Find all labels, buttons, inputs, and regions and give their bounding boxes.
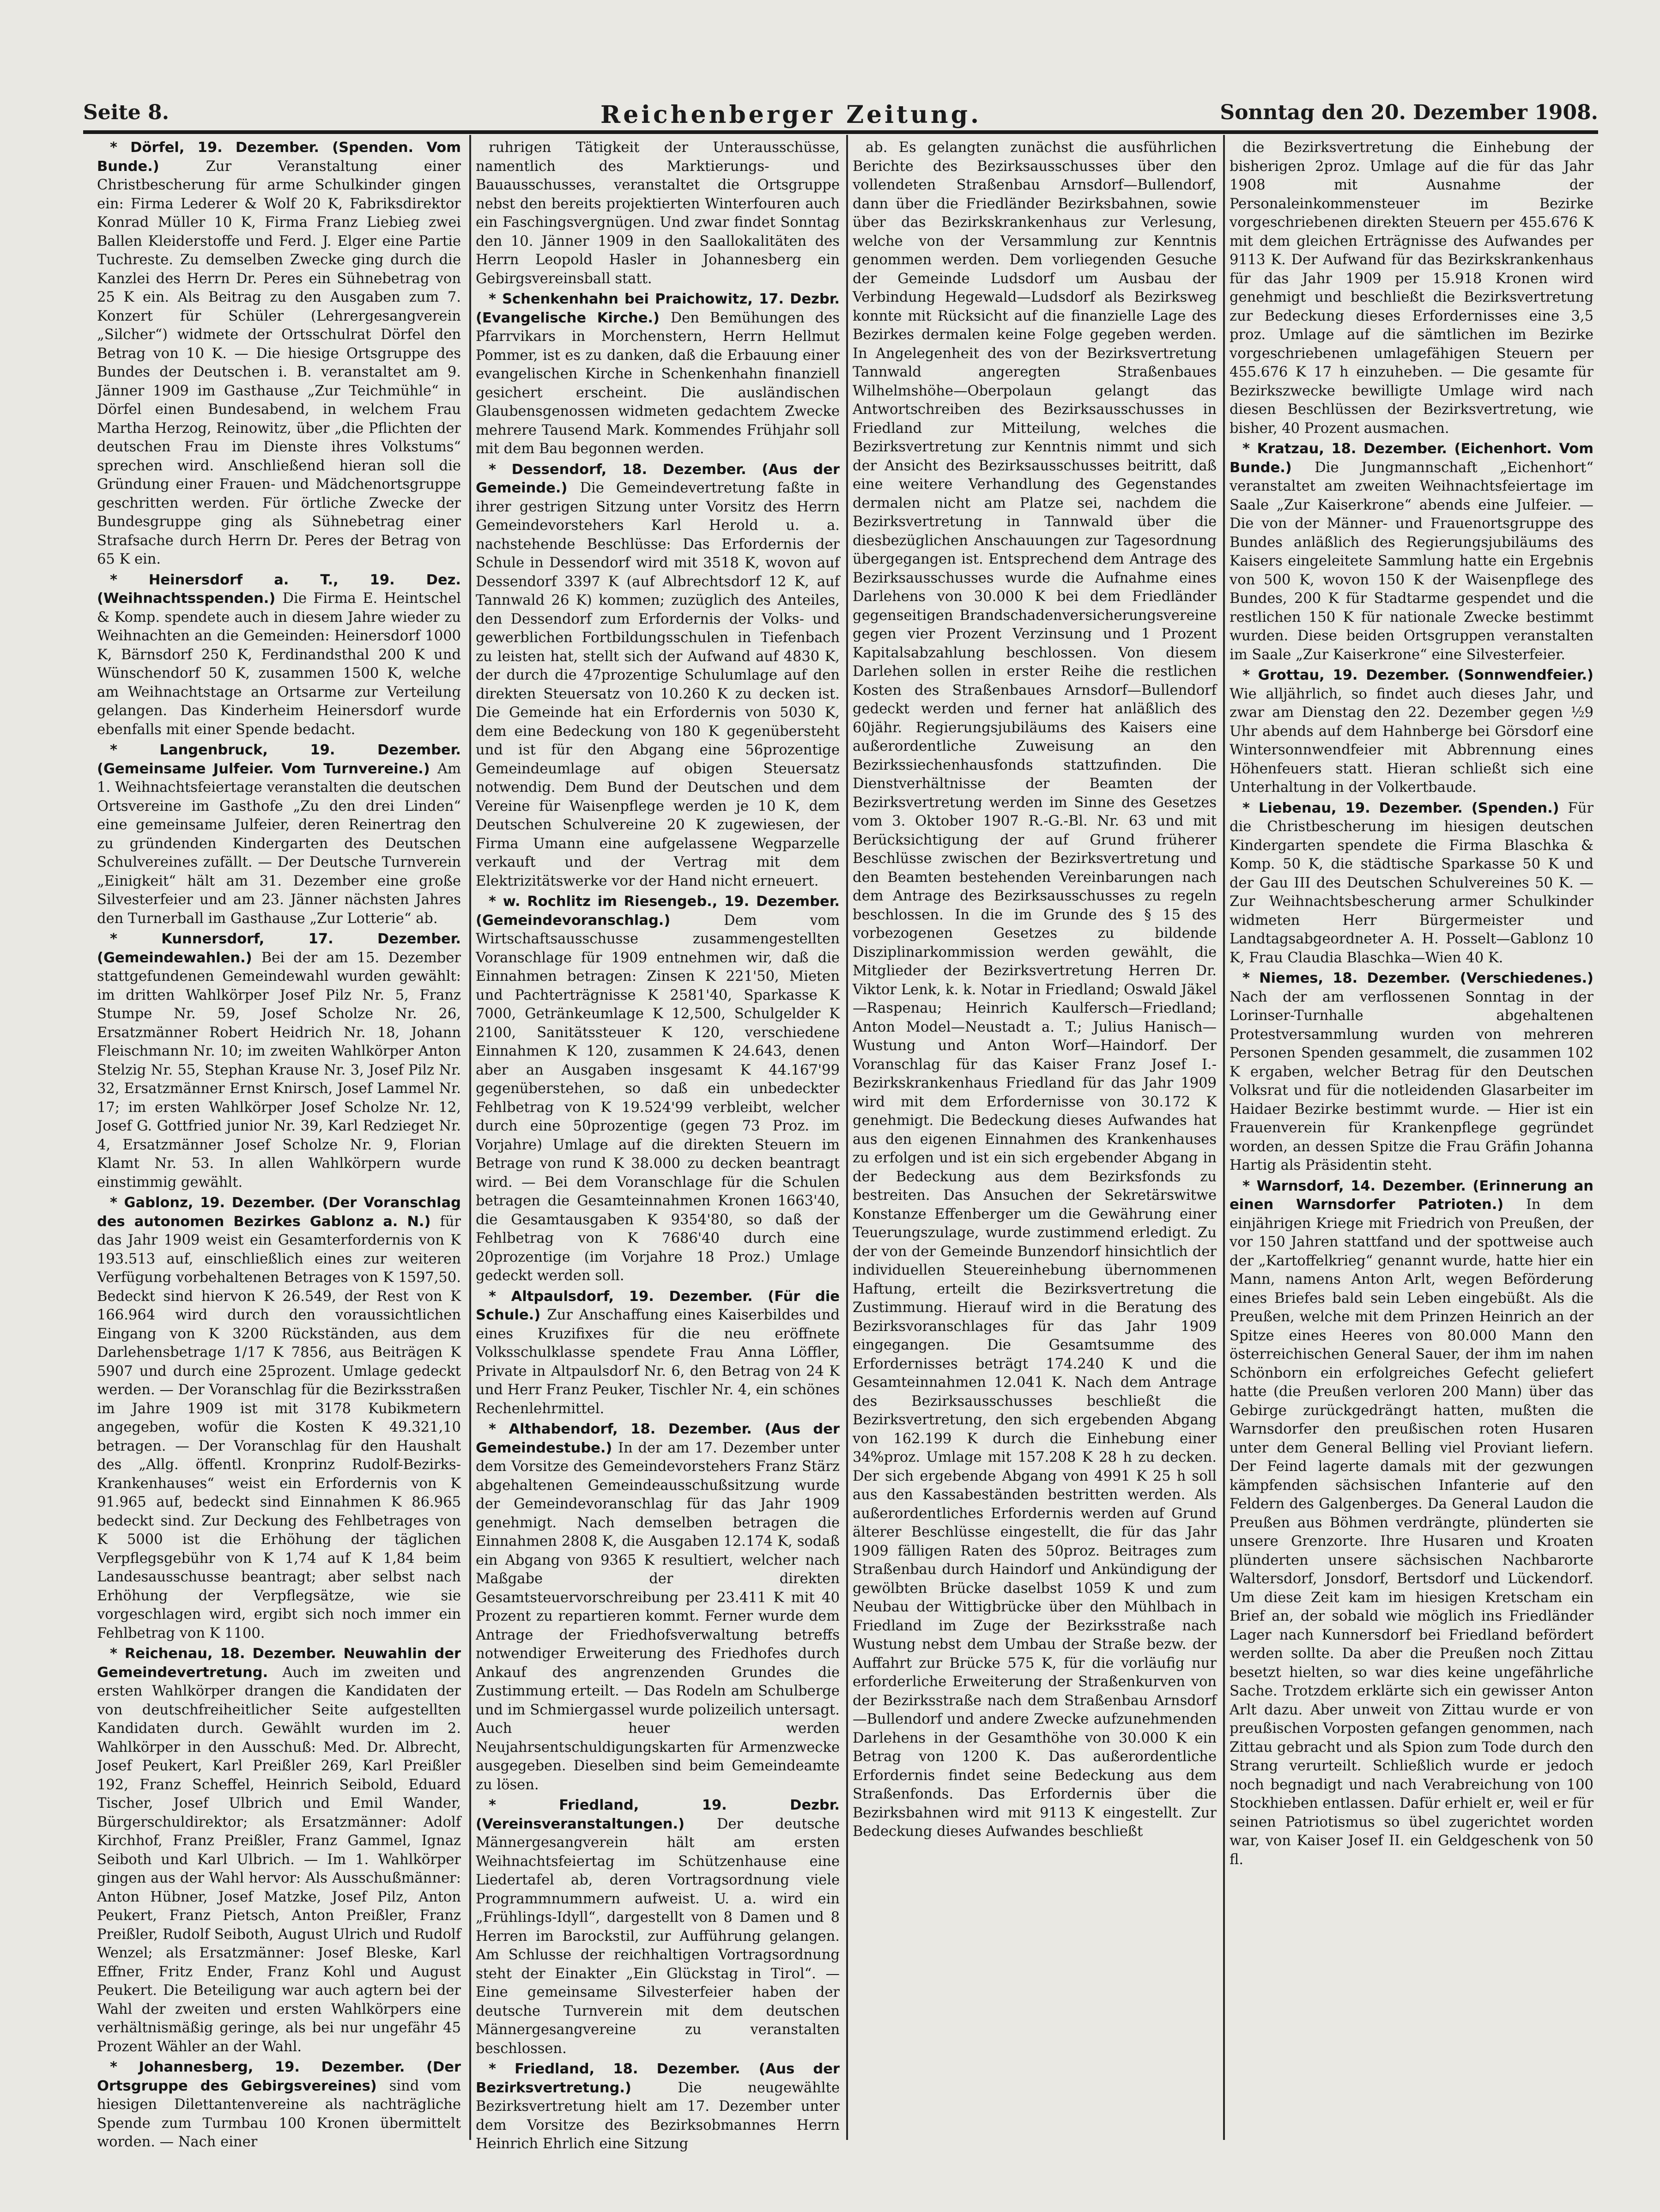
article-paragraph	[1230, 666, 1593, 797]
article-text: für das Jahr 1909 weist ein Gesamterfordernis von K 193.513 auf, einschließlich eines zur weiteren Verfügung vorbehaltenen Betrages von K 1597,50. Bedeckt sind hiervon K 26.549, der Rest von K 166.964 wird durch den voraussichtlichen Eingang von K 3200 Rückständen, aus dem Darlehensbetrage 1/17 K 7856, aus Beiträgen K 5907 und durch eine 25prozent. Umlage gedeckt werden. — Der Voranschlag für die Bezirksstraßen im Jahre 1909 ist mit 3178 Kubikmetern angegeben, wofür die Kosten K 49.321,10 betragen. — Der Voranschlag für den Haushalt des „Allg. öffentl. Kronprinz Rudolf-Bezirks-Krankenhauses“ weist ein Erfordernis von K 91.965 auf, bedeckt sind Einnahmen K 86.965 bedeckt sind. Zur Deckung des Fehlbetrages von K 5000 ist die Erhöhung der täglichen Verpflegsgebühr von K 1,74 auf K 1,84 beim Landesausschusse beantragt; aber selbst nach Erhöhung der Verpflegsätze, wie sie vorgeschlagen wird, ergibt sich noch immer ein Fehlbetrag von K 1100.	[97, 1213, 461, 1641]
article-text: Auch im zweiten und ersten Wahlkörper drangen die Kandidaten der von deutschfreiheitlicher Seite aufgestellten Kandidaten durch. Gewählt wurden im 2. Wahlkörper in den Ausschuß: Med. Dr. Albrecht, Josef Peukert, Karl Preißler 269, Karl Preißler 192, Franz Scheffel, Heinrich Seibold, Eduard Tischer, Josef Ulbrich und Emil Wander, Bürgerschuldirektor; als Ersatzmänner: Adolf Kirchhof, Franz Preißler, Franz Gammel, Ignaz Seiboth und Karl Ulbrich. — Im 1. Wahlkörper gingen aus der Wahl hervor: Als Ausschußmänner: Anton Hübner, Josef Matzke, Josef Pilz, Anton Peukert, Franz Pietsch, Anton Preißler, Franz Preißler, Rudolf Seiboth, August Ulrich und Rudolf Wenzel; als Ersatzmänner: Josef Bleske, Karl Effner, Fritz Ender, Franz Kohl und August Peukert. Die Beteiligung war auch agtern bei der Wahl der zweiten und ersten Wahlkörpers eine verhältnismäßig geringe, als bei nur ungefähr 45 Prozent Wähler an der Wahl.	[97, 1664, 461, 2055]
text-column-1	[97, 139, 461, 2150]
article-text: Am 1. Weihnachtsfeiertage veranstalten die deutschen Ortsvereine im Gasthofe „Zu den drei Linden“ eine gemeinsame Julfeier, deren Reinertrag den zu gründenden Kindergarten des Deutschen Schulvereines zufällt. — Der Deutsche Turnverein „Einigkeit“ hält am 31. Dezember eine große Silvesterfeier und am 23. Jänner nächsten Jahres den Turnerball im Gasthause „Zur Lotterie“ ab.	[97, 760, 461, 927]
article-text: Die neugewählte Bezirksvertretung hielt am 17. Dezember unter dem Vorsitze des Bezirksobmannes Herrn Heinrich Ehrlich eine Sitzung	[476, 2079, 840, 2152]
article-dateline: * Grottau, 19. Dezember. (Sonnwendfeier.)	[1242, 667, 1593, 683]
column-divider	[846, 135, 848, 2140]
page-header	[83, 101, 1598, 140]
article-dateline: * Kunnersdorf, 17. Dezember. (Gemeindewahlen.)	[97, 931, 461, 966]
article-dateline: * Johannesberg, 19. Dezember. (Der Ortsgruppe des Gebirgsvereines)	[97, 2059, 461, 2094]
article-paragraph	[97, 1645, 461, 2056]
text-column-2	[476, 139, 840, 2152]
text-column-4	[1230, 139, 1593, 2134]
article-text: Dem vom Wirtschaftsausschusse zusammengestellten Voranschlage für 1909 entnehmen wir, daß die Einnahmen betragen: Zinsen K 221'50, Mieten und Pachterträgnisse K 2581'40, Sparkasse K 7000, Getränkeumlage K 12,500, Schulgelder K 2100, Sanitätssteuer K 120, verschiedene Einnahmen K 120, zusammen K 24.643, denen aber an Ausgaben insgesamt K 44.167'99 gegenüberstehen, so daß ein unbedeckter Fehlbetrag von K 19.524'99 verbleibt, welcher durch eine 50prozentige (gegen 73 Proz. im Vorjahre) Umlage auf die direkten Steuern im Betrage von rund K 38.000 zu decken beantragt wird. — Bei dem Voranschlage für die Schulen betragen die Gesamteinnahmen Kronen 1663'40, die Gesamtausgaben K 9354'80, so daß der Fehlbetrag von K 7686'40 durch eine 20prozentige (im Vorjahre 18 Proz.) Umlage gedeckt werden soll.	[476, 912, 840, 1284]
article-paragraph	[97, 930, 461, 1192]
article-text: Die Firma E. Heintschel & Komp. spendete auch in diesem Jahre wieder zu Weihnachten an die Gemeinden: Heinersdorf 1000 K, Bärnsdorf 250 K, Ferdinandsthal 200 K und Wünschendorf 50 K, zusammen 1500 K, welche am Weihnachtstage an Ortsarme zur Verteilung gelangen. Das Kinderheim Heinersdorf wurde ebenfalls mit einer Spende bedacht.	[97, 590, 461, 738]
article-paragraph	[97, 2058, 461, 2152]
article-text: In der am 17. Dezember unter dem Vorsitze des Gemeindevorstehers Franz Stärz abgehaltenen Gemeindeausschußsitzung wurde der Gemeindevoranschlag für das Jahr 1909 genehmigt. Nach demselben betragen die Einnahmen 2808 K, die Ausgaben 12.174 K, sodaß ein Abgang von 9365 K resultiert, welcher nach Maßgabe der direkten Gesamtsteuervorschreibung per 23.411 K mit 40 Prozent zu repartieren kommt. Ferner wurde dem Antrage der Friedhofsverwaltung betreffs notwendiger Erweiterung des Friedhofes durch Ankauf des angrenzenden Grundes die Zustimmung erteilt. — Das Rodeln am Schulberge und im Schmiergassel wurde polizeilich untersagt. Auch heuer werden Neujahrsentschuldigungskarten für Armenzwecke ausgegeben. Dieselben sind beim Gemeindeamte zu lösen.	[476, 1440, 840, 1793]
article-dateline: * Warnsdorf, 14. Dezember. (Erinnerung an einen Warnsdorfer Patrioten.)	[1230, 1178, 1593, 1213]
article-text: Für die Christbescherung im hiesigen deutschen Kindergarten spendete die Firma Blaschka & Komp. 50 K, die städtische Sparkasse 50 K und der Gau III des Deutschen Schulvereines 50 K. — Zur Weihnachtsbescherung armer Schulkinder widmeten Herr Bürgermeister und Landtagsabgeordneter A. H. Posselt—Gablonz 10 K, Frau Claudia Blaschka—Wien 40 K.	[1230, 800, 1593, 966]
column-divider	[469, 135, 471, 2140]
article-dateline: * Heinersdorf a. T., 19. Dez. (Weihnachtsspenden.)	[97, 571, 461, 607]
article-paragraph	[476, 139, 840, 288]
text-column-3	[853, 139, 1217, 2134]
article-paragraph	[97, 139, 461, 569]
article-paragraph	[476, 893, 840, 1286]
article-dateline: * Dörfel, 19. Dezember. (Spenden. Vom Bunde.)	[97, 140, 461, 175]
article-dateline: * Niemes, 18. Dezember. (Verschiedenes.)	[1242, 970, 1593, 986]
article-text: ab. Es gelangten zunächst die ausführlichen Berichte des Bezirksausschusses über den vollendeten Straßenbau Arnsdorf—Bullendorf, dann über die Friedländer Bezirksbahnen, sowie über das Bezirkskrankenhaus zur Verlesung, welche von der Versammlung zur Kenntnis genommen werden. Dem vorliegenden Gesuche der Gemeinde Ludsdorf um Ausbau der Verbindung Hegewald—Ludsdorf als Bezirksweg konnte mit Rücksicht auf die finanzielle Lage des Bezirkes dermalen keine Folge gegeben werden. In Angelegenheit des von der Bezirksvertretung Tannwald angeregten Straßenbaues Wilhelmshöhe—Oberpolaun gelangt das Antwortschreiben des Bezirksausschusses in Friedland zur Mitteilung, welches die Bezirksvertretung zur Kenntnis nimmt und sich der Ansicht des Bezirksausschusses beitritt, daß eine weitere Verhandlung des Gegenstandes dermalen nicht am Platze sei, nachdem die Bezirksvertretung in Tannwald über die diesbezüglichen Anschauungen zur Tagesordnung übergegangen ist. Entsprechend dem Antrage des Bezirksausschusses wurde die Aufnahme eines Darlehens von 30.000 K bei dem Friedländer gegenseitigen Brandschadenversicherungsvereine gegen vier Prozent Verzinsung und 1 Prozent Kapitalsabzahlung beschlossen. Von diesem Darlehen sollen in erster Reihe die restlichen Kosten des Straßenbaues Arnsdorf—Bullendorf gedeckt werden und ferner hat anläßlich des 60jähr. Regierungsjubiläums des Kaisers eine außerordentliche Zuweisung an den Bezirkssiechenhausfonds stattzufinden. Die Dienstverhältnisse der Beamten der Bezirksvertretung werden im Sinne des Gesetzes vom 3. Oktober 1907 R.-G.-Bl. Nr. 63 und mit Berücksichtigung der auf Grund früherer Beschlüsse zwischen der Bezirksvertretung und den Beamten bestehenden Vereinbarungen nach dem Antrage des Bezirksausschusses zu regeln beschlossen. In die im Grunde des § 15 des vorbezogenen Gesetzes zu bildende Disziplinarkommission werden gewählt, die Mitglieder der Bezirksvertretung Herren Dr. Viktor Lenk, k. k. Notar in Friedland; Oswald Jäkel—Raspenau; Heinrich Kaulfersch—Friedland; Anton Model—Neustadt a. T.; Julius Hanisch—Wustung und Anton Worf—Haindorf. Der Voranschlag für das Kaiser Franz Josef I.-Bezirkskrankenhaus Friedland für das Jahr 1909 wird mit dem Erfordernisse von 30.172 K genehmigt. Die Bedeckung dieses Aufwandes hat aus den eigenen Einnahmen des Krankenhauses zu erfolgen und ist ein sich ergebender Abgang in der Bedeckung aus dem Bezirksfonds zu bestreiten. Das Ansuchen der Sekretärswitwe Konstanze Effenberger um die Gewährung einer Teuerungszulage, wurde zustimmend erledigt. Zu der von der Gemeinde Bunzendorf hinsichtlich der individuellen Steuereinhebung übernommenen Haftung, erteilt die Bezirksvertretung die Zustimmung. Hierauf wird in die Beratung des Bezirksvoranschlages für das Jahr 1909 eingegangen. Die Gesamtsumme des Erfordernisses beträgt 174.240 K und die Gesamteinnahmen 12.041 K. Nach dem Antrage des Bezirksausschusses beschließt die Bezirksvertretung, den sich ergebenden Abgang von 162.199 K durch die Einhebung einer 34%proz. Umlage mit 157.208 K 28 h zu decken. Der sich ergebende Abgang von 4991 K 25 h soll aus den Kassabeständen bestritten werden. Als außerordentliches Erfordernis werden auf Grund älterer Beschlüsse eingestellt, die für das Jahr 1909 fälligen Raten des 50proz. Beitrages zum Straßenbau durch Haindorf und Ankündigung der gewölbten Brücke daselbst 1059 K und zum Neubau der Wittigbrücke über den Mühlbach in Friedland im Zuge der Bezirksstraße nach Wustung nebst dem Umbau der Straße bezw. der Auffahrt zur Brücke 575 K, für die vorläufig nur erforderliche Erweiterung der Straßenkurven von der Bezirksstraße nach dem Straßenbau Arnsdorf—Bullendorf und andere Zwecke aufzunehmenden Darlehens in der Gesamthöhe von 30.000 K ein Betrag von 1200 K. Das außerordentliche Erfordernis findet seine Bedeckung aus dem Straßenfonds. Das Erfordernis über die Bezirksbahnen wird mit 9113 K eingestellt. Zur Bedeckung dieses Aufwandes beschließt	[853, 140, 1217, 1840]
article-paragraph	[476, 2060, 840, 2154]
article-dateline: * Altpaulsdorf, 19. Dezember. (Für die Schule.)	[476, 1288, 840, 1323]
article-text: Zur Veranstaltung einer Christbescherung für arme Schulkinder gingen ein: Firma Lederer & Wolf 20 K, Fabriksdirektor Konrad Müller 10 K, Firma Franz Liebieg zwei Ballen Kleiderstoffe und Ferd. J. Elger eine Partie Tuchreste. Zu demselben Zwecke ging durch die Kanzlei des Herrn Dr. Peres ein Sühnebetrag von 25 K ein. Als Beitrag zu den Ausgaben zum 7. Konzert für Schüler (Lehrergesangverein „Silcher“) widmete der Ortsschulrat Dörfel den Betrag von 10 K. — Die hiesige Ortsgruppe des Bundes der Deutschen i. B. veranstaltet am 9. Jänner 1909 im Gasthause „Zur Teichmühle“ in Dörfel einen Bundesabend, in welchem Frau Martha Herzog, Reinowitz, über „die Pflichten der deutschen Frau im Dienste ihres Volkstums“ sprechen wird. Anschließend hieran soll die Gründung einer Frauen- und Mädchenortsgruppe geschritten werden. Für örtliche Zwecke der Bundesgruppe ging als Sühnebetrag einer Strafsache durch Herrn Dr. Peres der Betrag von 65 K ein.	[97, 158, 461, 567]
article-paragraph	[1230, 139, 1593, 438]
article-paragraph	[1230, 799, 1593, 968]
article-dateline: * Althabendorf, 18. Dezember. (Aus der Gemeindestube.)	[476, 1421, 840, 1456]
column-divider	[1223, 135, 1225, 2140]
article-paragraph	[476, 290, 840, 459]
article-text: Bei der am 15. Dezember stattgefundenen Gemeindewahl wurden gewählt: im dritten Wahlkörper Josef Pilz Nr. 5, Franz Stumpe Nr. 59, Josef Scholze Nr. 26, Ersatzmänner Robert Heidrich Nr. 18, Johann Fleischmann Nr. 10; im zweiten Wahlkörper Anton Stelzig Nr. 55, Stephan Krause Nr. 3, Josef Pilz Nr. 32, Ersatzmänner Ernst Knirsch, Josef Lammel Nr. 17; im ersten Wahlkörper Josef Scholze Nr. 12, Josef G. Gottfried junior Nr. 39, Karl Redzieget Nr. 4, Ersatzmänner Josef Scholze Nr. 9, Florian Klamt Nr. 53. In allen Wahlkörpern wurde einstimmig gewählt.	[97, 949, 461, 1191]
article-paragraph	[476, 1796, 840, 2058]
article-paragraph	[1230, 969, 1593, 1175]
article-dateline: * Friedland, 18. Dezember. (Aus der Bezirksvertretung.)	[476, 2061, 840, 2096]
article-paragraph	[476, 1288, 840, 1419]
article-text: Der deutsche Männergesangverein hält am ersten Weihnachtsfeiertag im Schützenhause eine Liedertafel ab, deren Vortragsordnung viele Programmnummern aufweist. U. a. wird ein „Frühlings-Idyll“, dargestellt von 8 Damen und 8 Herren im Barockstil, zur Aufführung gelangen. Am Schlusse der reichhaltigen Vortragsordnung steht der Einakter „Ein Glückstag in Tirol“. — Eine gemeinsame Silvesterfeier haben der deutsche Turnverein mit dem deutschen Männergesangvereine zu veranstalten beschlossen.	[476, 1816, 840, 2057]
article-text: In dem einjährigen Kriege mit Friedrich von Preußen, der vor 150 Jahren stattfand und der spottweise auch der „Kartoffelkrieg“ genannt wurde, hatte hier ein Mann, namens Anton Arlt, wegen Beförderung eines Briefes bald sein Leben eingebüßt. Als die Preußen, welche mit dem Prinzen Heinrich an der Spitze eines Heeres von 80.000 Mann den österreichischen General Sauer, der ihm im nahen Schönborn ein erfolgreiches Gefecht geliefert hatte (die Preußen verloren 200 Mann) über das Gebirge zurückgedrängt hatten, mußten die Warnsdorfer den preußischen roten Husaren unter dem General Belling viel Proviant liefern. Der Feind lagerte damals mit der gezwungen kämpfenden sächsischen Infanterie auf den Feldern des Galgenberges. Da General Laudon die Preußen aus Böhmen verdrängte, plünderten sie unsere Grenzorte. Ihre Husaren und Kroaten plünderten unsere sächsischen Nachbarorte Waltersdorf, Jonsdorf, Bertsdorf und Lückendorf. Um diese Zeit kam im hiesigen Kretscham ein Brief an, der sobald wie möglich ins Friedländer Lager nach Kunnersdorf bei Friedland befördert werden sollte. Da aber die Preußen noch Zittau besetzt hielten, so war dies keine ungefährliche Sache. Trotzdem erklärte sich ein gewisser Anton Arlt dazu. Aber unweit von Zittau wurde er von preußischen Vorposten gefangen genommen, nach Zittau gebracht und als Spion zum Tode durch den Strang verurteilt. Schließlich wurde er jedoch noch begnadigt und nach Verabreichung von 100 Stockhieben entlassen. Dafür erhielt er, weil er für seinen Patriotismus so übel zugerichtet worden war, von Kaiser Josef II. ein Geldgeschenk von 50 fl.	[1230, 1197, 1593, 1868]
article-text: Nach der am verflossenen Sonntag in der Lorinser-Turnhalle abgehaltenen Protestversammlung wurden von mehreren Personen Spenden gesammelt, die zusammen 102 K ergaben, welcher Betrag für den Deutschen Volksrat und für die notleidenden Glasarbeiter im Haidaer Bezirke bestimmt wurde. — Hier ist ein Frauenverein für Krankenpflege gegründet worden, an dessen Spitze die Frau Gräfin Johanna Hartig als Präsidentin steht.	[1230, 989, 1593, 1173]
article-paragraph	[97, 1194, 461, 1643]
article-text: Den Bemühungen des Pfarrvikars in Morchenstern, Herrn Hellmut Pommer, ist es zu danken, daß die Erbauung einer evangelischen Kirche in Schenkenhahn finanziell gesichert erscheint. Die ausländischen Glaubensgenossen widmeten gedachtem Zwecke mehrere Tausend Mark. Kommendes Frühjahr soll mit dem Bau begonnen werden.	[476, 310, 840, 457]
article-paragraph	[476, 1420, 840, 1794]
article-dateline: * w. Rochlitz im Riesengeb., 19. Dezember. (Gemeindevoranschlag.)	[476, 893, 840, 929]
article-paragraph	[853, 139, 1217, 1841]
article-dateline: * Langenbruck, 19. Dezember. (Gemeinsame Julfeier. Vom Turnvereine.)	[97, 742, 461, 777]
header-rule	[83, 130, 1598, 134]
article-paragraph	[1230, 440, 1593, 664]
masthead-title: Reichenberger Zeitung.	[600, 101, 982, 129]
article-dateline: * Gablonz, 19. Dezember. (Der Voranschlag des autonomen Bezirkes Gablonz a. N.)	[97, 1195, 461, 1230]
article-paragraph	[476, 461, 840, 891]
article-dateline: * Dessendorf, 18. Dezember. (Aus der Gemeinde.)	[476, 461, 840, 496]
article-paragraph	[97, 571, 461, 740]
article-dateline: * Reichenau, 18. Dezember. Neuwahlin der Gemeindevertretung.	[97, 1646, 461, 1681]
article-dateline: * Friedland, 19. Dezbr. (Vereinsveranstaltungen.)	[476, 1797, 840, 1832]
article-text: Die Gemeindevertretung faßte in ihrer gestrigen Sitzung unter Vorsitz des Herrn Gemeindevorstehers Karl Herold u. a. nachstehende Beschlüsse: Das Erfordernis der Schule in Dessendorf wird mit 3518 K, wovon auf Dessendorf 3397 K (auf Albrechtsdorf 12 K, auf Tannwald 26 K) kommen; zuzüglich des Anteiles, den Dessendorf zum Erfordernis der Volks- und gewerblichen Fortbildungsschulen in Tiefenbach zu leisten hat, stellt sich der Aufwand auf 4830 K, der durch die 47prozentige Schulumlage auf den direkten Steuersatz von 10.260 K zu decken ist. Die Gemeinde hat ein Erfordernis von 5030 K, dem eine Bedeckung von 180 K gegenübersteht und ist für den Abgang eine 56prozentige Gemeindeumlage auf obigen Steuersatz notwendig. Dem Bund der Deutschen und dem Vereine für Waisenpflege werden je 10 K, dem Deutschen Schulvereine 20 K zugewiesen, der Firma Umann eine aufgelassene Wegparzelle verkauft und der Vertrag mit dem Elektrizitätswerke vor der Hand nicht erneuert.	[476, 480, 840, 889]
article-paragraph	[1230, 1177, 1593, 1870]
article-text: Zur Anschaffung eines Kaiserbildes und eines Kruzifixes für die neu eröffnete Volksschulklasse spendete Frau Anna Löffler, Private in Altpaulsdorf Nr. 6, den Betrag von 24 K und Herr Franz Peuker, Tischler Nr. 4, ein schönes Rechenlehrmittel.	[476, 1307, 840, 1417]
article-dateline: * Schenkenhahn bei Praichowitz, 17. Dezbr. (Evangelische Kirche.)	[476, 291, 840, 326]
article-text: Die Jungmannschaft „Eichenhort“ veranstaltet am zweiten Weihnachtsfeiertage im Saale „Zur Kaiserkrone“ abends eine Julfeier. — Die von der Männer- und Frauenortsgruppe des Bundes anläßlich des Regierungsjubiläums des Kaisers eingeleitete Sammlung hatte ein Ergebnis von 500 K, wovon 150 K der Waisenpflege des Bundes, 200 K für Stadtarme gespendet und die restlichen 150 K für nationale Zwecke bestimmt wurden. Diese beiden Ortsgruppen veranstalten im Saale „Zur Kaiserkrone“ eine Silvesterfeier.	[1230, 459, 1594, 663]
page-number: Seite 8.	[83, 101, 170, 124]
issue-date: Sonntag den 20. Dezember 1908.	[1220, 101, 1598, 124]
article-text: die Bezirksvertretung die Einhebung der bisherigen 2proz. Umlage auf die für das Jahr 1908 mit Ausnahme der Personaleinkommensteuer im Bezirke vorgeschriebenen direkten Steuern per 455.676 K mit dem gleichen Erträgnisse des Aufwandes per 9113 K. Der Aufwand für das Bezirkskrankenhaus für das Jahr 1909 per 15.918 Kronen wird genehmigt und beschließt die Bezirksvertretung zur Bedeckung dieses Erfordernisses eine 3,5 proz. Umlage auf die sämtlichen im Bezirke vorgeschriebenen umlagefähigen Steuern per 455.676 K 17 h einzuheben. — Die gesamte für Bezirkszwecke bewilligte Umlage wird nach diesen Beschlüssen der Bezirksvertretung, wie bisher, 40 Prozent ausmachen.	[1230, 140, 1593, 437]
article-text: Wie alljährlich, so findet auch dieses Jahr, und zwar am Dienstag den 22. Dezember gegen ½9 Uhr abends auf dem Hahnberge bei Görsdorf eine Wintersonnwendfeier mit Abbrennung eines Höhenfeuers statt. Hieran schließt sich eine Unterhaltung in der Volkertbaude.	[1230, 686, 1593, 796]
article-text: sind vom hiesigen Dilettantenvereine als nachträgliche Spende zum Turmbau 100 Kronen übermittelt worden. — Nach einer	[97, 2078, 461, 2150]
article-dateline: * Kratzau, 18. Dezember. (Eichenhort. Vom Bunde.)	[1230, 441, 1593, 476]
article-dateline: * Liebenau, 19. Dezember. (Spenden.)	[1242, 800, 1568, 816]
article-paragraph	[97, 741, 461, 928]
article-text: ruhrigen Tätigkeit der Unterausschüsse, namentlich des Marktierungs- und Bauausschusses, veranstaltet die Ortsgruppe nebst den bereits projektierten Winterfouren auch ein Faschingsvergnügen. Und zwar findet Sonntag den 10. Jänner 1909 in den Saallokalitäten des Herrn Leopold Hasler in Johannesberg ein Gebirgsvereinsball statt.	[476, 140, 840, 287]
